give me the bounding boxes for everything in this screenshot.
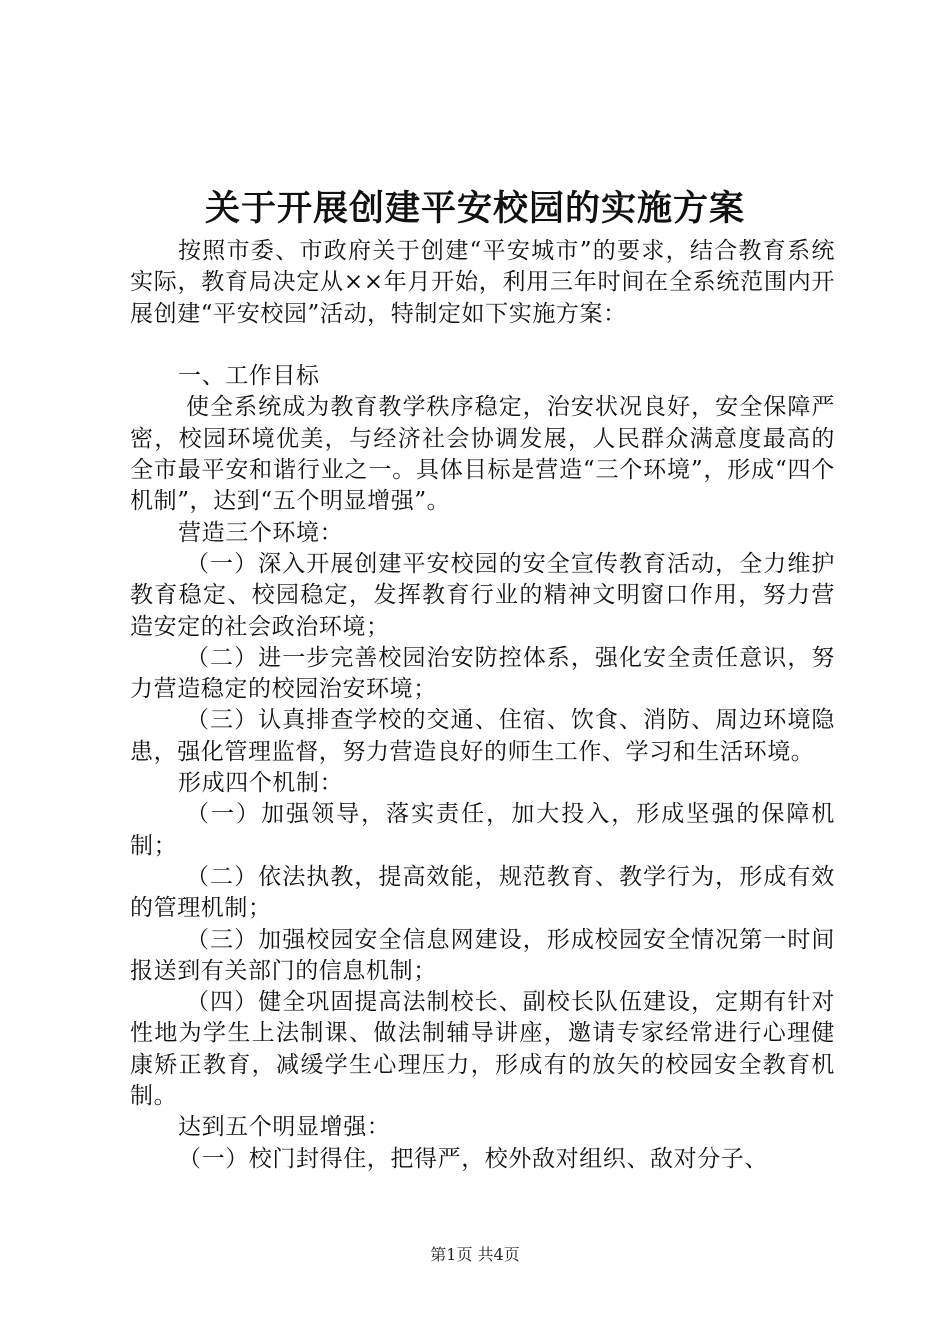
document-title: 关于开展创建平安校园的实施方案 <box>204 188 745 229</box>
mechanism-item: （二）依法执教，提高效能，规范教育、教学行为，形成有效的管理机制； <box>130 863 835 922</box>
mechanism-item: （三）加强校园安全信息网建设，形成校园安全情况第一时间报送到有关部门的信息机制； <box>130 926 835 984</box>
enhancement-heading: 达到五个明显增强： <box>178 1114 391 1141</box>
mechanism-item: （四）健全巩固提高法制校长、副校长队伍建设，定期有针对性地为学生上法制课、做法制辅导讲座，邀请专家经常进行心理健康矫正教育，减缓学生心理压力，形成有的放矢的校园安全教育机制。 <box>130 989 835 1110</box>
enhancement-item: （一）校门封得住，把得严，校外敌对组织、敌对分子、 <box>178 1145 768 1172</box>
environment-item: （二）进一步完善校园治安防控体系，强化安全责任意识，努力营造稳定的校园治安环境； <box>130 644 835 703</box>
page-number: 第1页 共4页 <box>430 1245 520 1264</box>
mechanism-item: （一）加强领导，落实责任，加大投入，形成坚强的保障机制； <box>130 801 835 859</box>
paragraph-spacer <box>130 330 835 361</box>
intro-paragraph: 按照市委、市政府关于创建“平安城市”的要求，结合教育系统实际，教育局决定从××年月开始，利用三年时间在全系统范围内开展创建“平安校园”活动，特制定如下实施方案： <box>130 238 835 327</box>
section-heading: 一、工作目标 <box>178 363 320 390</box>
environment-heading: 营造三个环境： <box>178 519 344 546</box>
environment-item: （一）深入开展创建平安校园的安全宣传教育活动，全力维护教育稳定、校园稳定，发挥教育行业的精神文明窗口作用，努力营造安定的社会政治环境； <box>130 550 835 640</box>
environment-item: （三）认真排查学校的交通、住宿、饮食、消防、周边环境隐患，强化管理监督，努力营造良好的师生工作、学习和生活环境。 <box>130 707 835 765</box>
mechanism-heading: 形成四个机制： <box>178 770 344 797</box>
goal-paragraph: 使全系统成为教育教学秩序稳定，治安状况良好，安全保障严密，校园环境优美，与经济社会协调发展，人民群众满意度最高的全市最平安和谐行业之一。具体目标是营造“三个环境”，形成“四个机制”，达到“五个明显增强”。 <box>130 394 835 515</box>
document-body <box>130 236 835 1175</box>
